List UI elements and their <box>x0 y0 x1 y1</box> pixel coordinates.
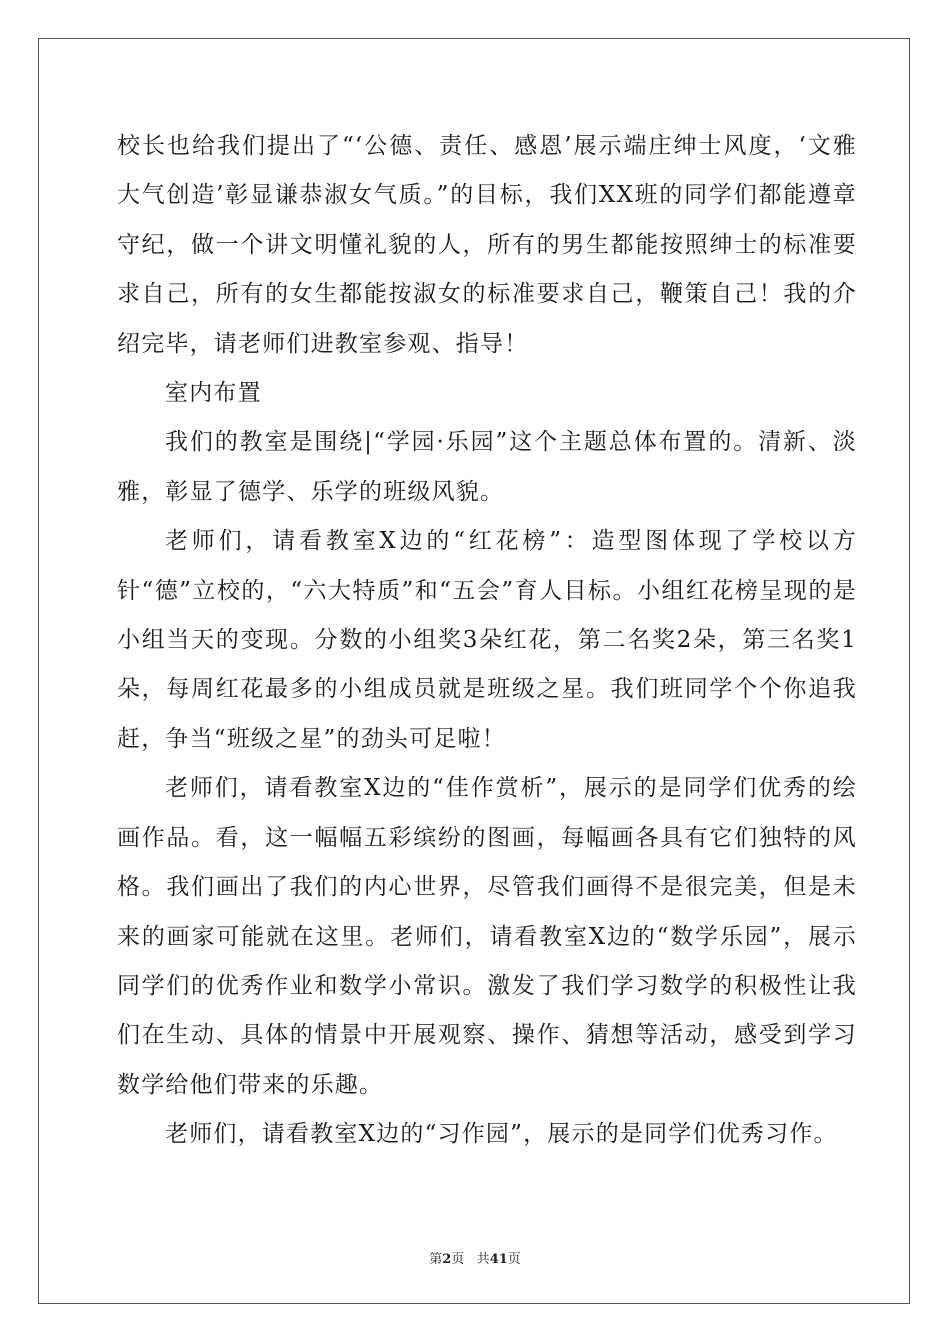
page-prefix: 第 <box>429 1252 443 1267</box>
page-suffix: 页 <box>451 1252 465 1267</box>
section-heading-indoor-layout: 室内布置 <box>165 380 262 407</box>
page-current: 2 <box>442 1252 452 1267</box>
paragraph-classroom-theme: 我们的教室是围绕|“学园·乐园”这个主题总体布置的。清新、淡雅，彰显了德学、乐学的班级风貌。 <box>117 429 857 505</box>
total-prefix: 共 <box>476 1252 490 1267</box>
paragraph-artwork-and-math: 老师们，请看教室X边的“佳作赏析”，展示的是同学们优秀的绘画作品。看，这一幅幅五彩缤纷的图画，每幅画各具有它们独特的风格。我们画出了我们的内心世界，尽管我们画得不是很完美，但是未来的画家可能就在这里。老师们，请看教室X边的“数学乐园”，展示同学们的优秀作业和数学小常识。激发了我们学习数学的积极性让我们在生动、具体的情景中开展观察、操作、猜想等活动，感受到学习数学给他们带来的乐趣。 <box>117 775 857 1098</box>
page-footer <box>0 1248 950 1267</box>
paragraph-red-flower-board: 老师们，请看教室X边的“红花榜”：造型图体现了学校以方针“德”立校的，“六大特质”和“五会”育人目标。小组红花榜呈现的是小组当天的变现。分数的小组奖3朵红花，第二名奖2朵，第三名奖1朵，每周红花最多的小组成员就是班级之星。我们班同学个个你追我赶，争当“班级之星”的劲头可足啦！ <box>117 528 857 752</box>
paragraph-principal-goals: 校长也给我们提出了“‘公德、责任、感恩’展示端庄绅士风度，‘文雅大气创造’彰显谦恭淑女气质。”的目标，我们XX班的同学们都能遵章守纪，做一个讲文明懂礼貌的人，所有的男生都能按照绅士的标准要求自己，所有的女生都能按淑女的标准要求自己，鞭策自己！我的介绍完毕，请老师们进教室参观、指导！ <box>117 133 857 357</box>
page-total: 41 <box>489 1252 508 1267</box>
total-suffix: 页 <box>507 1252 521 1267</box>
document-body <box>117 122 857 1160</box>
paragraph-writing-corner: 老师们，请看教室X边的“习作园”，展示的是同学们优秀习作。 <box>165 1121 838 1148</box>
